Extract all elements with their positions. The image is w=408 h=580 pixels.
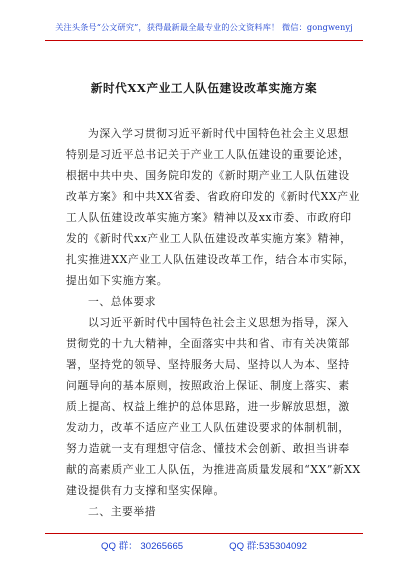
footer-divider <box>45 533 363 534</box>
body-line: 扎实推进XX产业工人队伍建设改革工作，结合本市实际， <box>66 253 355 266</box>
body-line: 署，坚持党的领导、坚持服务大局、坚持以人为本、坚持 <box>66 358 350 371</box>
footer-qq-group-1: QQ 群： 30265665 <box>100 541 184 552</box>
body-line: 问题导向的基本原则，按照政治上保证、制度上落实、素 <box>66 379 350 392</box>
top-banner: 关注头条号“公文研究”，获得最新最全最专业的公文资料库！ 微信：gongwenyj <box>55 22 353 32</box>
footer <box>0 538 408 552</box>
body-line: 根据中共中央、国务院印发的《新时期产业工人队伍建设 <box>66 169 350 182</box>
document-body <box>66 123 361 522</box>
footer-qq-group-2: QQ 群:535304092 <box>229 541 307 552</box>
section-heading: 二、主要举措 <box>88 505 157 518</box>
body-line: 发动力，改革不适应产业工人队伍建设要求的体制机制， <box>66 421 350 434</box>
body-line: 努力造就一支有理想守信念、懂技术会创新、敢担当讲奉 <box>66 442 350 455</box>
body-line: 提出如下实施方案。 <box>66 274 169 287</box>
body-line: 改革方案》和中共XX省委、省政府印发的《新时代XX产业 <box>66 190 360 203</box>
body-line: 为深入学习贯彻习近平新时代中国特色社会主义思想 <box>88 127 349 140</box>
document-title: 新时代XX产业工人队伍建设改革实施方案 <box>90 81 318 95</box>
body-line: 工人队伍建设改革实施方案》精神以及xx市委、市政府印 <box>66 211 352 224</box>
body-line: 建设提供有力支撑和坚实保障。 <box>66 484 225 497</box>
body-line: 献的高素质产业工人队伍，为推进高质量发展和“XX”新XX <box>66 463 361 476</box>
body-line: 发的《新时代xx产业工人队伍建设改革实施方案》精神， <box>66 232 352 245</box>
body-line: 贯彻党的十九大精神，全面落实中共和省、市有关决策部 <box>66 337 350 350</box>
body-line: 以习近平新时代中国特色社会主义思想为指导，深入 <box>88 316 349 329</box>
body-line: 特别是习近平总书记关于产业工人队伍建设的重要论述， <box>66 148 350 161</box>
body-line: 质上提高、权益上维护的总体思路，进一步解放思想，激 <box>66 400 350 413</box>
top-divider <box>45 40 363 41</box>
section-heading: 一、总体要求 <box>88 295 157 308</box>
